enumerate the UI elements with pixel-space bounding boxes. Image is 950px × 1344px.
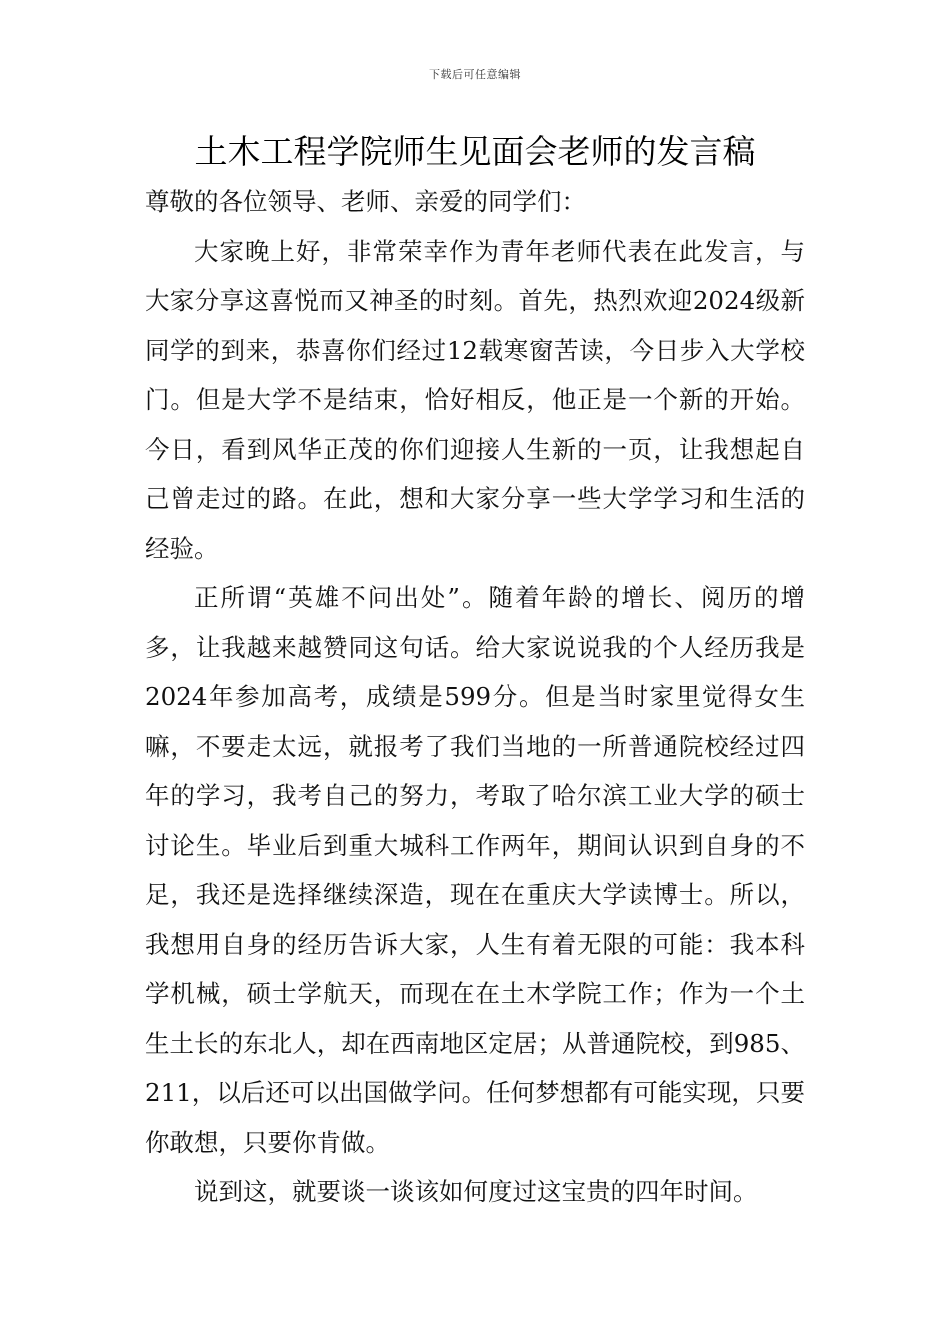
paragraph-3: 说到这，就要谈一谈该如何度过这宝贵的四年时间。 (194, 1177, 758, 1206)
paragraph-1: 大家晚上好，非常荣幸作为青年老师代表在此发言，与大家分享这喜悦而又神圣的时刻。首先，热烈欢迎2024级新同学的到来，恭喜你们经过12载寒窗苦读，今日步入大学校门。但是大学不是结束，恰好相反，他正是一个新的开始。今日，看到风华正茂的你们迎接人生新的一页，让我想起自己曾走过的路。在此，想和大家分享一些大学学习和生活的经验。 (145, 236, 805, 563)
document-title: 土木工程学院师生见面会老师的发言稿 (194, 132, 756, 171)
paragraph-2: 正所谓“英雄不问出处”。随着年龄的增长、阅历的增多，让我越来越赞同这句话。给大家说说我的个人经历我是2024年参加高考，成绩是599分。但是当时家里觉得女生嘛，不要走太远，就报考了我们当地的一所普通院校经过四年的学习，我考自己的努力，考取了哈尔滨工业大学的硕士讨论生。毕业后到重大城科工作两年，期间认识到自身的不足，我还是选择继续深造，现在在重庆大学读博士。所以，我想用自身的经历告诉大家，人生有着无限的可能：我本科学机械，硕士学航天，而现在在土木学院工作；作为一个土生土长的东北人，却在西南地区定居；从普通院校，到985、211，以后还可以出国做学问。任何梦想都有可能实现，只要你敢想，只要你肯做。 (145, 583, 805, 1157)
salutation: 尊敬的各位领导、老师、亲爱的同学们： (145, 187, 586, 216)
document-body (145, 177, 805, 1217)
header-note: 下载后可任意编辑 (429, 68, 521, 81)
